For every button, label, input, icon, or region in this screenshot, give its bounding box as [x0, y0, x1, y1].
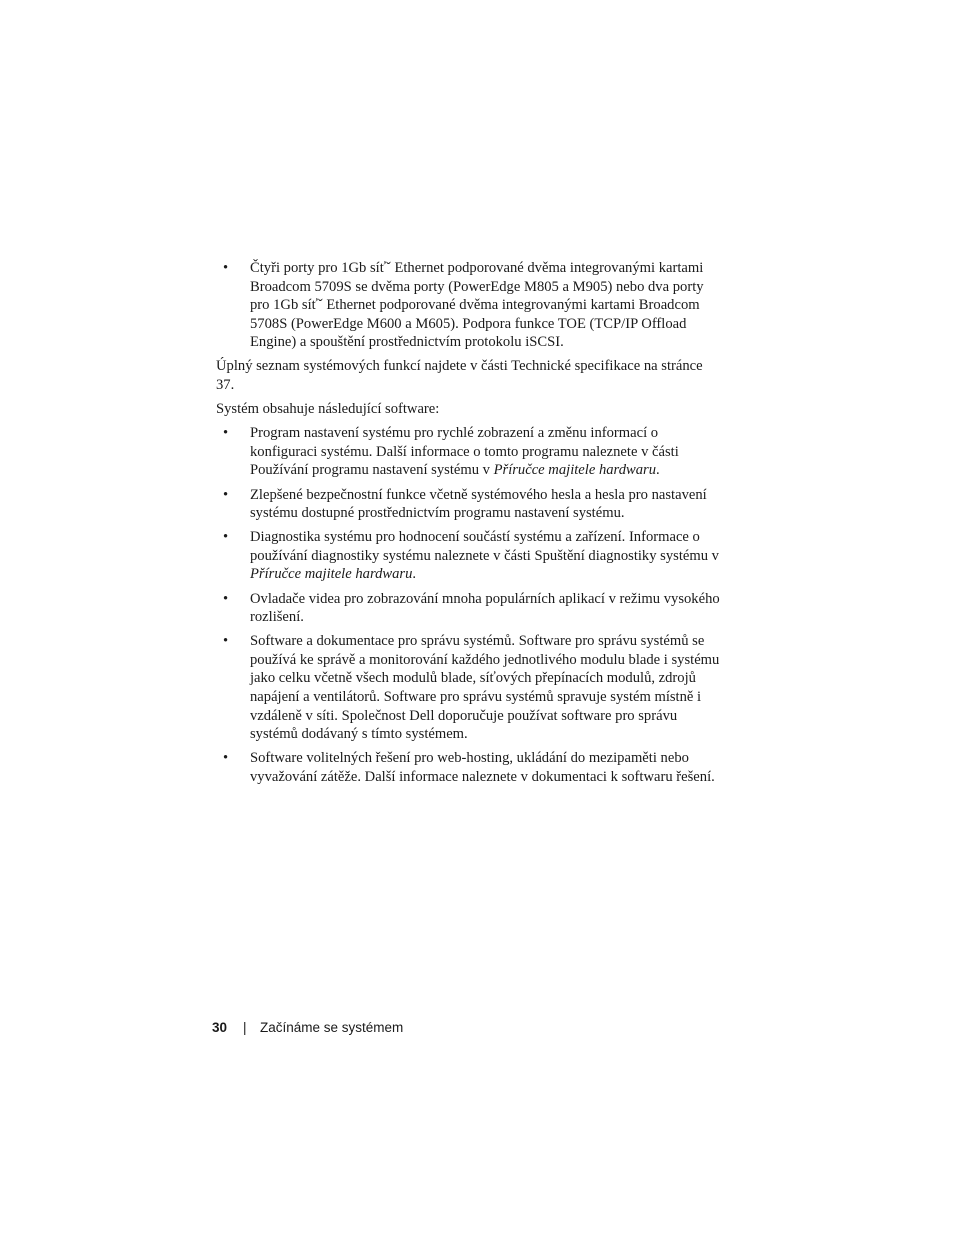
bullet-icon: •: [223, 260, 229, 276]
feature-list: [216, 259, 721, 352]
page-content: [216, 259, 721, 792]
list-item: [216, 632, 721, 744]
section-title: Začínáme se systémem: [260, 1020, 404, 1035]
software-intro-paragraph: Systém obsahuje následující software:: [216, 401, 440, 418]
bullet-icon: •: [223, 529, 229, 546]
bullet-icon: •: [223, 590, 229, 607]
list-item: [216, 259, 721, 352]
list-item-tail: .: [412, 566, 417, 583]
manual-title: Příručce majitele hardwaru: [493, 462, 656, 479]
list-item-text: Software a dokumentace pro správu systémů. Software pro správu systémů se používá ke správě a monitorování každého jednotlivého modulu blade i systému jako celku včetně všech modulů blade, síťových přepínacích modulů, zdrojů napájení a ventilátorů. Software pro správu systémů spravuje systém místně i vzdáleně v síti. Společnost Dell doporučuje používat software pro správu systémů dodávaný s tímto systémem.: [250, 633, 720, 743]
bullet-icon: •: [223, 750, 229, 767]
list-item: [216, 424, 721, 480]
footer-separator: |: [243, 1020, 247, 1035]
list-item-text: Čtyři porty pro 1Gb síťˇ Ethernet podporované dvěma integrovanými kartami Broadcom 5709S se dvěma porty (PowerEdge M805 a M905) nebo dva porty pro 1Gb síťˇ Ethernet podporované dvěma integrovanými kartami Broadcom 5708S (PowerEdge M600 a M605). Podpora funkce TOE (TCP/IP Offload Engine) a spouštění prostřednictvím protokolu iSCSI.: [250, 260, 704, 351]
list-item-text: Program nastavení systému pro rychlé zobrazení a změnu informací o konfiguraci systému. Další informace o tomto programu naleznete v části Používání programu nastavení systému v: [250, 425, 679, 479]
full-feature-list-paragraph: Úplný seznam systémových funkcí najdete v části Technické specifikace na stránce 37.: [216, 358, 703, 394]
list-item: [216, 590, 721, 627]
list-item-text: Software volitelných řešení pro web-hosting, ukládání do mezipaměti nebo vyvažování zátěže. Další informace naleznete v dokumentaci k softwaru řešení.: [250, 750, 715, 785]
list-item-text: Ovladače videa pro zobrazování mnoha populárních aplikací v režimu vysokého rozlišení.: [250, 590, 720, 626]
list-item-tail: .: [656, 462, 660, 479]
bullet-icon: •: [223, 633, 229, 650]
list-item: [216, 528, 721, 584]
bullet-icon: •: [223, 486, 229, 503]
page-number: 30: [212, 1020, 228, 1035]
list-item-text: Diagnostika systému pro hodnocení součástí systému a zařízení. Informace o používání diagnostiky systému naleznete v části Spuštění diagnostiky systému v: [250, 529, 719, 564]
page-footer: [212, 1018, 403, 1038]
software-list: [216, 424, 721, 786]
bullet-icon: •: [223, 425, 229, 442]
list-item-text: Zlepšené bezpečnostní funkce včetně systémového hesla a hesla pro nastavení systému dostupné prostřednictvím programu nastavení systému.: [250, 486, 707, 522]
manual-title: Příručce majitele hardwaru: [250, 566, 413, 583]
list-item: [216, 486, 721, 523]
list-item: [216, 749, 721, 786]
